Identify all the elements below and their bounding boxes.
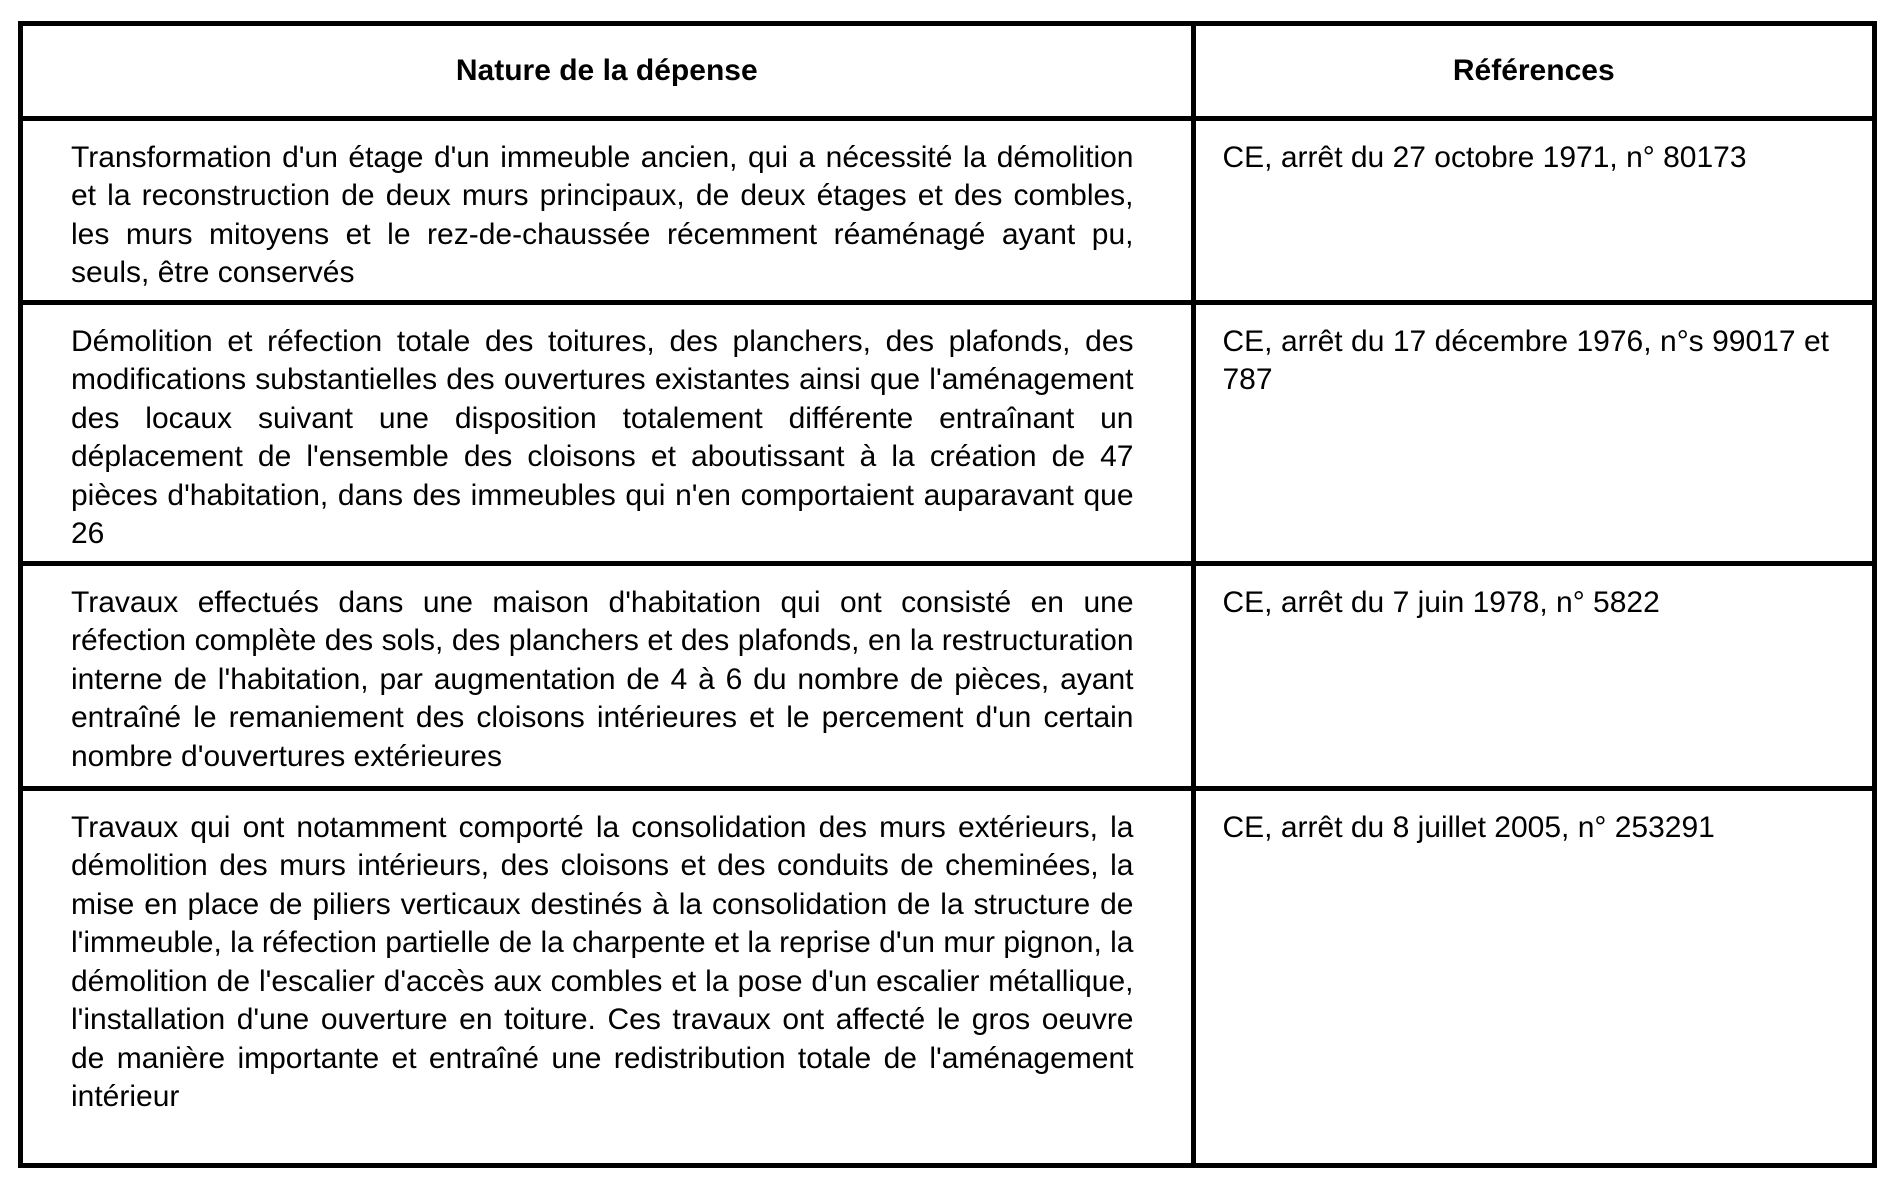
table-row: [23, 118, 1872, 302]
reference-cell: CE, arrêt du 17 décembre 1976, n°s 99017 et 787: [1193, 302, 1872, 563]
nature-cell: Travaux effectués dans une maison d'habitation qui ont consisté en une réfection complète des sols, des planchers et des plafonds, en la restructuration interne de l'habitation, par augmentation de 4 à 6 du nombre de pièces, ayant entraîné le remaniement des cloisons intérieures et le percement d'un certain nombre d'ouvertures extérieures: [23, 563, 1193, 788]
nature-cell: Travaux qui ont notamment comporté la consolidation des murs extérieurs, la démolition des murs intérieurs, des cloisons et des conduits de cheminées, la mise en place de piliers verticaux destinés à la consolidation de la structure de l'immeuble, la réfection partielle de la charpente et la reprise d'un mur pignon, la démolition de l'escalier d'accès aux combles et la pose d'un escalier métallique, l'installation d'une ouverture en toiture. Ces travaux ont affecté le gros oeuvre de manière importante et entraîné une redistribution totale de l'aménagement intérieur: [23, 788, 1193, 1163]
table-row: [23, 788, 1872, 1163]
header-references: Références: [1193, 26, 1872, 118]
expense-table: [18, 21, 1877, 1168]
expense-grid: [23, 26, 1872, 1163]
reference-cell: CE, arrêt du 8 juillet 2005, n° 253291: [1193, 788, 1872, 1163]
header-nature: Nature de la dépense: [23, 26, 1193, 118]
table-row: [23, 563, 1872, 788]
nature-cell: Transformation d'un étage d'un immeuble ancien, qui a nécessité la démolition et la reconstruction de deux murs principaux, de deux étages et des combles, les murs mitoyens et le rez-de-chaussée récemment réaménagé ayant pu, seuls, être conservés: [23, 118, 1193, 302]
nature-cell: Démolition et réfection totale des toitures, des planchers, des plafonds, des modifications substantielles des ouvertures existantes ainsi que l'aménagement des locaux suivant une disposition totalement différente entraînant un déplacement de l'ensemble des cloisons et aboutissant à la création de 47 pièces d'habitation, dans des immeubles qui n'en comportaient auparavant que 26: [23, 302, 1193, 563]
header-row: [23, 26, 1872, 118]
table-row: [23, 302, 1872, 563]
reference-cell: CE, arrêt du 27 octobre 1971, n° 80173: [1193, 118, 1872, 302]
reference-cell: CE, arrêt du 7 juin 1978, n° 5822: [1193, 563, 1872, 788]
